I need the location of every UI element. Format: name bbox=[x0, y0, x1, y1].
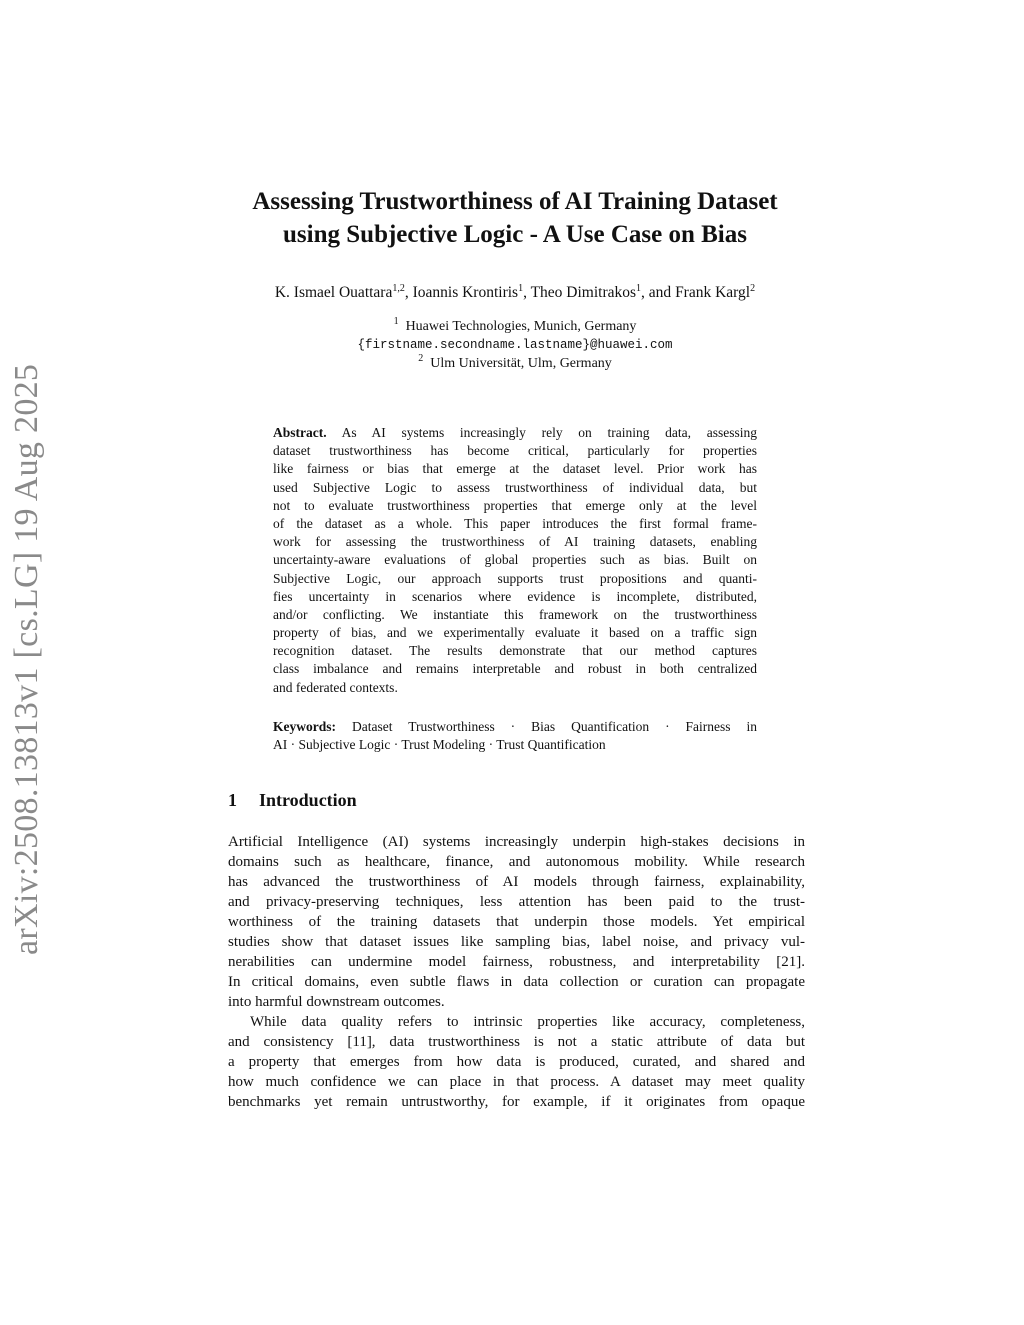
section-title: Introduction bbox=[259, 790, 357, 810]
arxiv-identifier-stamp: arXiv:2508.13813v1 [cs.LG] 19 Aug 2025 bbox=[8, 363, 45, 955]
body-line: domains such as healthcare, finance, and autonomous mobility. While research bbox=[228, 854, 805, 870]
abstract-line: and federated contexts. bbox=[273, 679, 398, 695]
affiliation-huawei: $^1$ Huawei Technologies, Munich, Germany bbox=[393, 316, 637, 334]
title-line-2: using Subjective Logic - A Use Case on Bias bbox=[283, 221, 747, 248]
abstract-line: used Subjective Logic to assess trustworthiness of individual data, but bbox=[273, 479, 757, 495]
body-line: how much confidence we can place in that process. A dataset may meet quality bbox=[228, 1074, 805, 1090]
abstract-line: Abstract. As AI systems increasingly rely on training data, assessing bbox=[273, 425, 757, 440]
abstract-line: recognition dataset. The results demonstrate that our method captures bbox=[273, 643, 757, 659]
keywords bbox=[273, 718, 757, 754]
body-line: a property that emerges from how data is produced, curated, and shared and bbox=[228, 1054, 805, 1070]
keywords-line: Keywords: Dataset Trustworthiness · Bias Quantification · Fairness in bbox=[273, 719, 758, 734]
body-line: worthiness of the training datasets that underpin those models. Yet empirical bbox=[228, 914, 805, 930]
section-heading-introduction bbox=[228, 790, 357, 811]
abstract-label: Abstract. bbox=[273, 425, 327, 440]
section-number: 1 bbox=[228, 790, 237, 810]
abstract-line: property of bias, and we experimentally evaluate it based on a traffic sign bbox=[273, 625, 757, 641]
keywords-label: Keywords: bbox=[273, 719, 336, 734]
abstract-line: class imbalance and remains interpretable and robust in both centralized bbox=[273, 661, 757, 677]
author-4: Frank Kargl$^2$ bbox=[675, 283, 756, 301]
author-2: Ioannis Krontiris$^1$, bbox=[412, 283, 531, 301]
abstract-line: fies uncertainty in scenarios where evidence is incomplete, distributed, bbox=[273, 588, 757, 604]
abstract bbox=[273, 424, 757, 697]
affiliation-ulm: $^2$ Ulm Universität, Ulm, Germany bbox=[418, 353, 612, 371]
abstract-line: like fairness or bias that emerge at the dataset level. Prior work has bbox=[273, 461, 757, 477]
body-line: and consistency [11], data trustworthiness is not a static attribute of data but bbox=[228, 1034, 805, 1050]
abstract-line: dataset trustworthiness has become critical, particularly for properties bbox=[273, 443, 757, 459]
author-1: K. Ismael Ouattara$^{1,2}$, bbox=[274, 283, 413, 301]
body-line: Artificial Intelligence (AI) systems increasingly underpin high-stakes decisions in bbox=[228, 834, 805, 850]
body-line: and privacy-preserving techniques, less attention has been paid to the trust- bbox=[228, 894, 805, 910]
body-line: nerabilities can undermine model fairness, robustness, and interpretability [21]. bbox=[228, 954, 805, 970]
affiliation-email: {firstname.secondname.lastname}@huawei.com bbox=[357, 338, 673, 352]
body-line: studies show that dataset issues like sampling bias, label noise, and privacy vul- bbox=[228, 934, 805, 950]
body-line: While data quality refers to intrinsic properties like accuracy, completeness, bbox=[250, 1014, 805, 1030]
author-3: Theo Dimitrakos$^1$, and bbox=[530, 283, 676, 301]
abstract-line: Subjective Logic, our approach supports trust propositions and quanti- bbox=[273, 570, 757, 586]
paper-title bbox=[200, 185, 830, 251]
title-line-1: Assessing Trustworthiness of AI Training Dataset bbox=[252, 188, 778, 215]
body-line: has advanced the trustworthiness of AI models through fairness, explainability, bbox=[228, 874, 805, 890]
abstract-line: uncertainty-aware evaluations of global properties such as bias. Built on bbox=[273, 552, 757, 568]
introduction-body bbox=[228, 832, 805, 1112]
keywords-line: AI · Subjective Logic · Trust Modeling · Trust Quantification bbox=[273, 737, 606, 753]
abstract-line: and/or conflicting. We instantiate this framework on the trustworthiness bbox=[273, 606, 757, 622]
body-line: In critical domains, even subtle flaws in data collection or curation can propagate bbox=[228, 974, 805, 990]
body-line: into harmful downstream outcomes. bbox=[228, 994, 445, 1010]
abstract-line: not to evaluate trustworthiness properties that emerge only at the level bbox=[273, 497, 757, 513]
abstract-line: of the dataset as a whole. This paper introduces the first formal frame- bbox=[273, 515, 757, 531]
author-list bbox=[160, 284, 870, 302]
abstract-line: work for assessing the trustworthiness of AI training datasets, enabling bbox=[273, 534, 757, 550]
body-line: benchmarks yet remain untrustworthy, for example, if it originates from opaque bbox=[228, 1094, 805, 1110]
